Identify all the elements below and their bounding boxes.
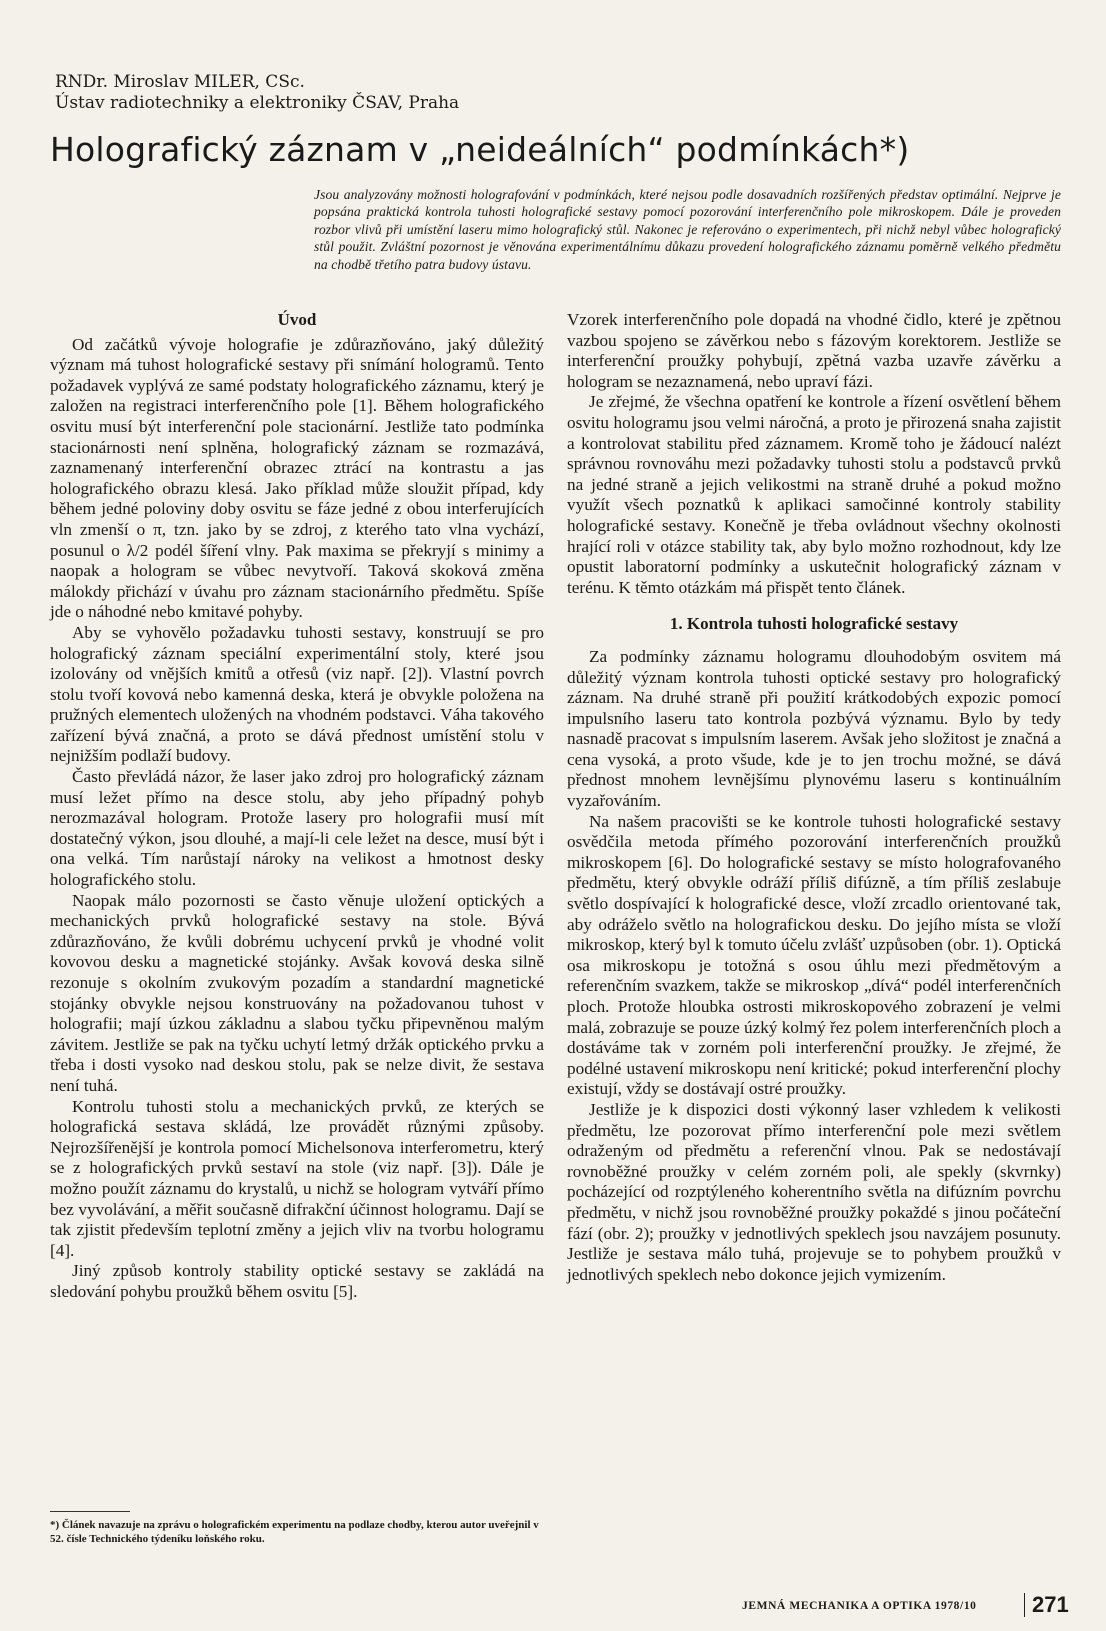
paragraph: Aby se vyhovělo požadavku tuhosti sestavy, konstruují se pro holografický záznam speciální experimentální stoly, které jsou izolovány od vnějších kmitů a otřesů (viz např. [2]). Vlastní povrch stolu tvoří kovová nebo kamenná deska, která je obvykle položena na pružných elementech uložených na vhodném podstavci. Váha takového zařízení bývá značná, a proto se dává přednost umístění stolu v nejnižším podlaží budovy. [50,622,544,766]
paragraph: Vzorek interferenčního pole dopadá na vhodné čidlo, které je zpětnou vazbou spojeno se závěrkou nebo s fázovým korektorem. Jestliže se interferenční proužky pohybují, zpětná vazba uzavře závěrku a hologram se nezaznamená, nebo upraví fázi. [567,310,1061,391]
affiliation-line: Ústav radiotechniky a elektroniky ČSAV, Praha [55,93,460,113]
section-heading-uvod: Úvod [277,310,317,329]
left-column [50,310,544,1303]
paragraph: Za podmínky záznamu hologramu dlouhodobým osvitem má důležitý význam kontrola tuhosti optické sestavy pro holografický záznam. Na druhé straně při použití krátkodobých expozic pomocí impulsního laseru tato kontrola pozbývá významu. Bylo by tedy nasnadě pracovat s impulsním laserem. Avšak jeho složitost je značná a cena vysoká, a proto všude, kde je to jen trochu možné, se dává přednost mnohem levnějšímu plynovému laseru s kontinuálním vyzařováním. [567,646,1061,811]
author-line: RNDr. Miroslav MILER, CSc. [55,72,305,92]
paragraph: Jestliže je k dispozici dosti výkonný laser vzhledem k velikosti předmětu, lze pozorovat přímo interferenční pole mezi světlem odraženým od předmětu a referenční vlnou. Pak se nedostávají rovnoběžné proužky v celém zorném poli, ale spekly (skvrnky) pocházející od rozptýleného koherentního světla na difúzním povrchu předmětu, v nichž jsou rovnoběžné proužky pokaždé s jinou počáteční fází (obr. 2); proužky v jednotlivých speklech jsou navzájem posunuty. Jestliže je sestava málo tuhá, projevuje se to pohybem proužků v jednotlivých speklech nebo dokonce jejich vymizením. [567,1099,1061,1284]
paragraph: Často převládá názor, že laser jako zdroj pro holografický záznam musí ležet přímo na desce stolu, aby jeho případný pohyb nerozmazával hologram. Protože lasery pro holografii musí mít dostatečný výkon, jsou dlouhé, a mají-li cele ležet na desce, musí být i ona velká. Tím narůstají nároky na velikost a hmotnost desky holografického stolu. [50,767,544,890]
right-column [567,310,1061,1285]
section-heading-1: 1. Kontrola tuhosti holografické sestavy [669,614,959,634]
paragraph: Je zřejmé, že všechna opatření ke kontrole a řízení osvětlení během osvitu hologramu jsou velmi náročná, a proto je přirozená snaha zajistit a kontrolovat stabilitu před záznamem. Kromě toho je žádoucí nalézt správnou rovnováhu mezi požadavky tuhosti stolu a podstavců prvků na jedné straně a jejich velikostmi na straně druhé a pokud možno využít všech poznatků k aplikaci samočinné kontroly stability holografické sestavy. Konečně je třeba ovládnout všechny okolnosti hrající roli v otázce stability tak, aby bylo možno rozhodnout, kdy lze opustit laboratorní podmínky a uskutečnit holografický záznam v terénu. K těmto otázkám má přispět tento článek. [567,392,1061,597]
article-title: Holografický záznam v „neideálních“ podmínkách*) [50,130,910,169]
paragraph: Naopak málo pozornosti se často věnuje uložení optických a mechanických prvků holografické sestavy na stole. Bývá zdůrazňováno, že kvůli dobrému uchycení prvků je vhodné volit kovovou desku a magnetické stojánky. Avšak kovová deska silně rezonuje s okolním zvukovým pozadím a standardní magnetické stojánky obvykle nejsou konstruovány na požadovanou tuhost v holografii; mají úzkou základnu a slabou tyčku připevněnou malým závitem. Jestliže se pak na tyčku uchytí letmý držák optického prvku a třeba i dosti vysoko nad deskou stolu, pak se nelze divit, že sestava není tuhá. [50,890,544,1095]
paragraph: Jiný způsob kontroly stability optické sestavy se zakládá na sledování pohybu proužků během osvitu [5]. [50,1261,544,1301]
footnote: *) Článek navazuje na zprávu o holografickém experimentu na podlaze chodby, kterou autor uveřejnil v 52. čísle Technického týdeníku loňského roku. [50,1519,539,1545]
journal-footer: JEMNÁ MECHANIKA A OPTIKA 1978/10 [742,1600,977,1612]
paragraph: Na našem pracovišti se ke kontrole tuhosti holografické sestavy osvědčila metoda přímého pozorování interferenčních proužků mikroskopem [6]. Do holografické sestavy se místo holografovaného předmětu, který obvykle odráží příliš difúzně, a tím příliš zeslabuje světlo dospívající k holografické desce, vloží zrcadlo orientované tak, aby odráželo světlo na holografickou desku. Do jejího místa se vloží mikroskop, který byl k tomuto účelu zvlášť uzpůsoben (obr. 1). Optická osa mikroskopu je totožná s osou úhlu mezi předmětovým a referenčním svazkem, takže se mikroskop „dívá“ podél interferenčních ploch. Protože hloubka ostrosti mikroskopového zobrazení je velmi malá, zobrazuje se pouze úzký kolmý řez polem interferenčních ploch a dostáváme tak v zorném poli interferenční proužky. Je zřejmé, že podélné ustavení mikroskopu není kritické; pokud interferenční plochy existují, vždy se dostávají ostré proužky. [567,811,1061,1099]
footnote-rule [50,1511,130,1512]
paragraph: Kontrolu tuhosti stolu a mechanických prvků, ze kterých se holografická sestava skládá, lze provádět různými způsoby. Nejrozšířenější je kontrola pomocí Michelsonova interferometru, který se z holografických prvků sestaví na stole (viz např. [3]). Dále je možno použít záznamu do krystalů, u nichž se hologram vytváří přímo bez vyvolávání, a měřit současně difrakční účinnost hologramu. Dají se tak zjistit především teplotní změny a jejich vliv na tvorbu hologramu [4]. [50,1096,544,1260]
page-number: 271 [1032,1592,1069,1617]
paragraph: Od začátků vývoje holografie je zdůrazňováno, jaký důležitý význam má tuhost holografické sestavy při snímání hologramů. Tento požadavek vyplývá ze samé podstaty holografického záznamu, který je založen na registraci interferenčního pole [1]. Během holografického osvitu musí být interferenční pole stacionární. Jestliže tato podmínka stacionárnosti není splněna, holografický záznam se rozmazává, zaznamenaný interferenční obrazec ztrácí na kontrastu a jas holografického obrazu klesá. Jako příklad může sloužit případ, kdy během jedné poloviny doby osvitu se fáze jedné z obou interferujících vln zmenší o π, tzn. jako by se zdroj, z kterého tato vlna vychází, posunul o λ/2 podél šíření vlny. Pak maxima se překryjí s minimy a naopak a hologram se vůbec nevytvoří. Taková skoková změna málokdy přichází v úvahu pro záznam stacionárního předmětu. Spíše jde o náhodné nebo kmitavé pohyby. [50,334,544,622]
abstract: Jsou analyzovány možnosti holografování v podmínkách, které nejsou podle dosavadních rozšířených představ optimální. Nejprve je popsána praktická kontrola tuhosti holografické sestavy pomocí pozorování interferenčního pole mikroskopem. Dále je proveden rozbor vlivů při umístění laseru mimo holografický stůl. Nakonec je referováno o experimentech, při nichž nebyl vůbec holografický stůl použit. Zvláštní pozornost je věnována experimentálnímu důkazu provedení holografického záznamu poměrně velkého předmětu na chodbě třetího patra budovy ústavu. [314,187,1061,272]
footer-divider [1024,1593,1025,1617]
